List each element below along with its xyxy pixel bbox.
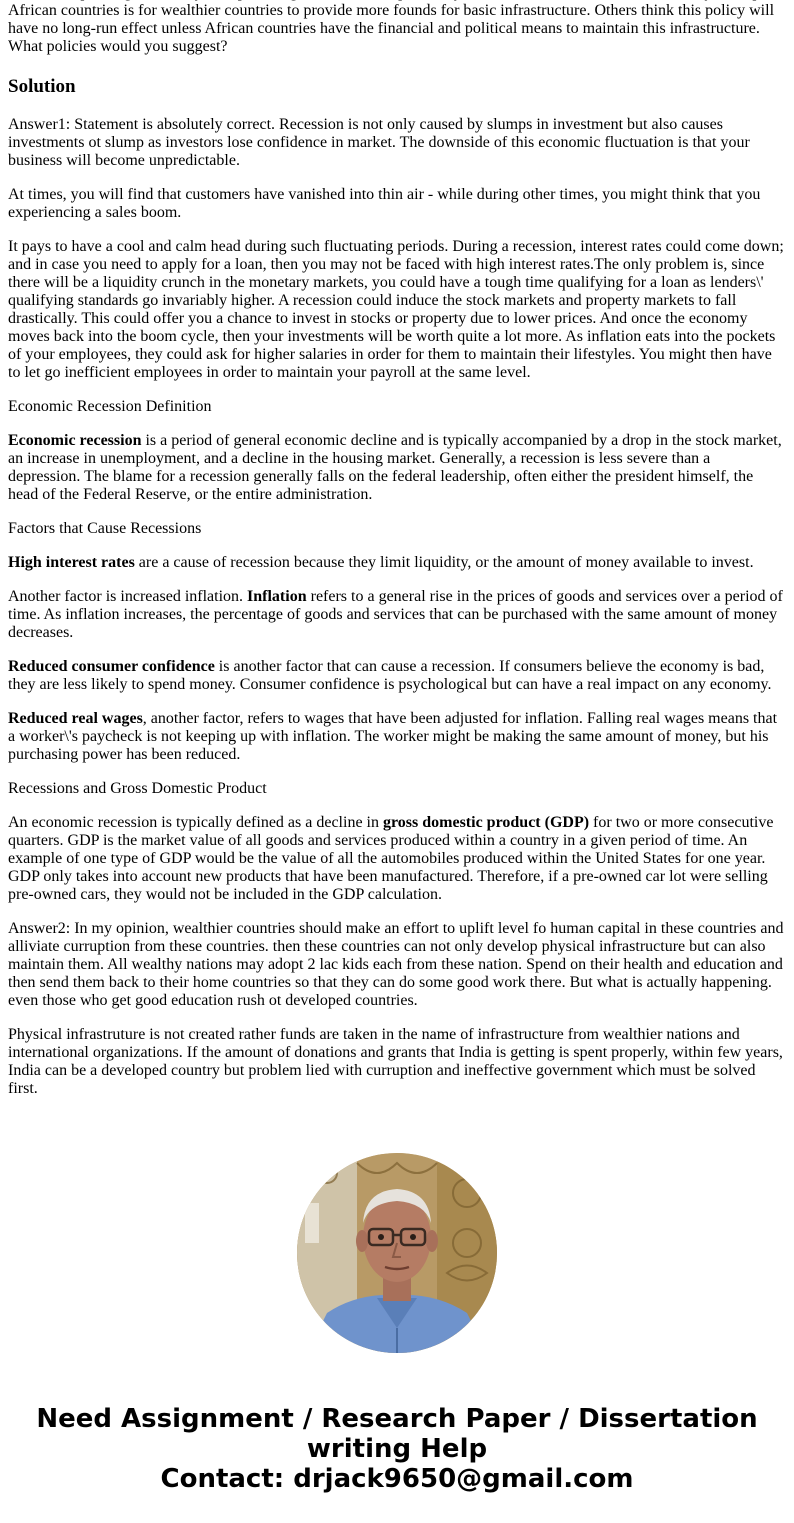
bold-term: Economic recession	[8, 432, 142, 449]
inflation-paragraph	[8, 588, 784, 642]
author-portrait-icon	[297, 1153, 497, 1353]
consumer-confidence-paragraph	[8, 658, 784, 694]
paragraph-text: for two or more consecutive quarters. GDP is the market value of all goods and services produced within a country in a given period of time. An example of one type of GDP would be the value of all the automobiles produced within the United States for one year. GDP only takes into account new products that have been manufactured. Therefore, if a pre-owned car lot were selling pre-owned cars, they would not be included in the GDP calculation.	[8, 814, 774, 903]
paragraph-text: , another factor, refers to wages that have been adjusted for inflation. Falling real wages means that a worker\'s paycheck is not keeping up with inflation. The worker might be making the same amount of money, but his purchasing power has been reduced.	[8, 710, 778, 763]
help-headline: Need Assignment / Research Paper / Dissertation writing Help	[36, 1404, 758, 1464]
subheading-recession-definition: Economic Recession Definition	[8, 398, 212, 415]
paragraph-text: An economic recession is typically defined as a decline in	[8, 814, 383, 831]
paragraph-text: Another factor is increased inflation.	[8, 588, 248, 605]
paragraph-text: is another factor that can cause a recession. If consumers believe the economy is bad, they are less likely to spend money. Consumer confidence is psychological but can have a real impact on any economy.	[8, 658, 772, 693]
recession-definition-paragraph	[8, 432, 784, 504]
author-avatar	[297, 1153, 497, 1353]
solution-heading: Solution	[8, 76, 76, 97]
sales-boom-paragraph: At times, you will find that customers have vanished into thin air - while during other times, you might think that you experiencing a sales boom.	[8, 186, 761, 221]
question-text: African countries is for wealthier countries to provide more founds for basic infrastructure. Others think this policy will have no long-run effect unless African countries have the financial and political means to maintain this infrastructure. What policies would you suggest?	[8, 2, 775, 55]
subheading-gdp: Recessions and Gross Domestic Product	[8, 780, 267, 797]
paragraph-text: is a period of general economic decline and is typically accompanied by a drop in the stock market, an increase in unemployment, and a decline in the housing market. Generally, a recession is less severe than a depression. The blame for a recession generally falls on the federal leadership, often either the president himself, the head of the Federal Reserve, or the entire administration.	[8, 432, 782, 503]
infrastructure-paragraph: Physical infrastruture is not created rather funds are taken in the name of infrastructure from wealthier nations and international organizations. If the amount of donations and grants that India is getting is spent properly, within few years, India can be a developed country but problem lied with curruption and ineffective government which must be solved first.	[8, 1026, 783, 1097]
bold-term: gross domestic product (GDP)	[382, 814, 590, 831]
paragraph-text: are a cause of recession because they limit liquidity, or the amount of money available to invest.	[134, 554, 754, 571]
answer1-paragraph: Answer1: Statement is absolutely correct. Recession is not only caused by slumps in investment but also causes investments ot slump as investors lose confidence in market. The downside of this economic fluctuation is that your business will become unpredictable.	[8, 116, 750, 169]
subheading-recession-factors: Factors that Cause Recessions	[8, 520, 202, 537]
paragraph-text: refers to a general rise in the prices of goods and services over a period of time. As inflation increases, the percentage of goods and services that can be purchased with the same amount of money decreases.	[8, 588, 783, 641]
bold-term: Reduced consumer confidence	[8, 658, 215, 675]
real-wages-paragraph	[8, 710, 784, 764]
bold-term: High interest rates	[8, 554, 135, 571]
interest-rates-paragraph	[8, 554, 784, 572]
fluctuation-paragraph: It pays to have a cool and calm head during such fluctuating periods. During a recession, interest rates could come down; and in case you need to apply for a loan, then you may not be faced with high interest rates.The only problem is, since there will be a liquidity crunch in the monetary markets, you could have a tough time qualifying for a loan as lenders\' qualifying standards go invariably higher. A recession could induce the stock markets and property markets to fall drastically. This could offer you a chance to invest in stocks or property due to lower prices. And once the economy moves back into the boom cycle, then your investments will be worth quite a lot more. As inflation eats into the pockets of your employees, they could ask for higher salaries in order for them to maintain their lifestyles. You might then have to let go inefficient employees in order to maintain your payroll at the same level.	[8, 238, 784, 381]
bold-term: Inflation	[247, 588, 307, 605]
gdp-paragraph	[8, 814, 784, 904]
contact-banner	[0, 1404, 794, 1494]
contact-email[interactable]: Contact: drjack9650@gmail.com	[160, 1464, 634, 1494]
bold-term: Reduced real wages	[8, 710, 143, 727]
answer2-paragraph: Answer2: In my opinion, wealthier countries should make an effort to uplift level fo human capital in these countries and alliviate curruption from these countries. then these countries can not only develop physical infrastructure but can also maintain them. All wealthy nations may adopt 2 lac kids each from these nation. Spend on their health and education and then send them back to their home countries so that they can do some good work there. But what is actually happening. even those who get good education rush ot developed countries.	[8, 920, 784, 1009]
document-body	[8, 0, 784, 1114]
